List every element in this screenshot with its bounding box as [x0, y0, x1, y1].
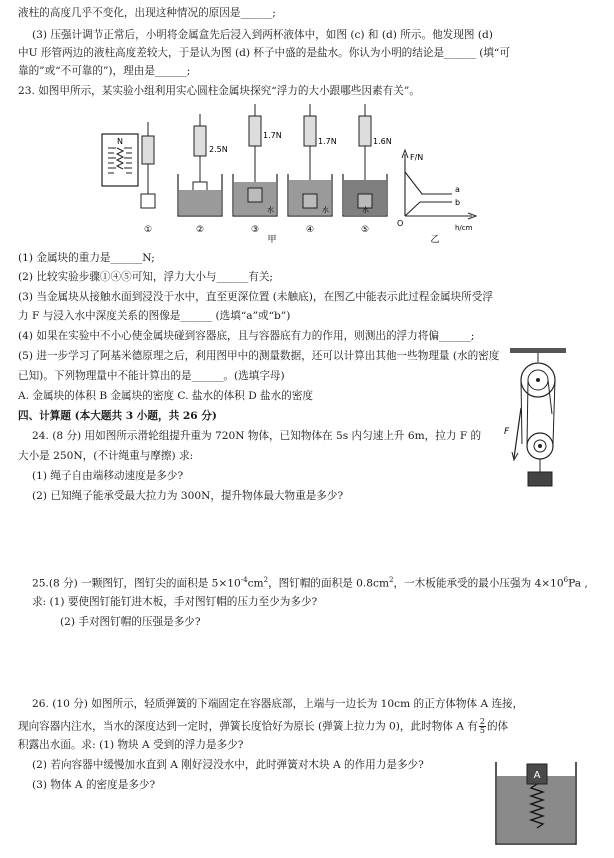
q24-sub-2: (2) 已知绳子能承受最大拉力为 300N，提升物体最大物重是多少?: [32, 490, 344, 502]
q26-frac-den: 5: [479, 726, 485, 735]
q25-text-mid3: ，一木板能承受的最小压强为 4×10: [393, 577, 564, 590]
step-3-liquid: 水: [267, 206, 274, 214]
q23-sub-2: (2) 比较实验步骤①④⑤可知，浮力大小与______有关;: [18, 271, 274, 283]
step-4-label: ④: [305, 225, 315, 235]
q25-text-pre: 25.(8 分) 一颗图钉，图钉尖的面积是 5×10: [32, 577, 241, 590]
q24-line-2: 大小是 250N，(不计绳重与摩擦) 求:: [18, 450, 194, 462]
section-4-title: 四、计算题 (本大题共 3 小题，共 26 分): [18, 410, 217, 422]
q23-sub-4: (4) 如果在实验中不小心使金属块碰到容器底，且与容器底有力的作用，则测出的浮力将偏______;: [18, 330, 475, 342]
step-3-setup: [233, 104, 282, 235]
spring-scale-unit: N: [117, 137, 123, 146]
q26-fraction: [479, 718, 486, 735]
q25-sub-1: 求: (1) 要使图钉能钉进木板，手对图钉帽的压力至少为多少?: [32, 596, 318, 608]
q26-line-2: [18, 718, 508, 735]
q23-options: A. 金属块的体积 B 金属块的密度 C. 盐水的体积 D 盐水的密度: [18, 390, 314, 402]
q23-sub-1: (1) 金属块的重力是______N;: [18, 252, 155, 264]
q24-sub-1: (1) 绳子自由端移动速度是多少?: [32, 470, 184, 482]
q26-sub-2: (2) 若向容器中缓慢加水直到 A 刚好浸没水中，此时弹簧对木块 A 的作用力是多少?: [32, 759, 424, 771]
graph-y-axis-label: F/N: [410, 153, 424, 162]
step-1-label: ①: [143, 225, 153, 235]
q26-line-1: 26. (10 分) 如图所示，轻质弹簧的下端固定在容器底部，上端与一边长为 10cm 的正方体物体 A 连接，: [32, 698, 524, 710]
q25-text-mid2: ，图钉帽的面积是 0.8cm: [268, 577, 390, 590]
curve-b-label: b: [455, 198, 461, 207]
step-3-label: ③: [250, 225, 260, 235]
step-4-reading: 1.7N: [318, 137, 337, 146]
q25-exp-1: -4: [240, 576, 248, 584]
graph-x-axis-label: h/cm: [455, 224, 473, 232]
q26-frac-num: 2: [479, 717, 485, 726]
graph-origin-label: O: [397, 219, 404, 228]
step-5-setup: [343, 104, 392, 235]
step-3-reading: 1.7N: [263, 131, 282, 140]
curve-b: [405, 202, 452, 216]
force-f-label: F: [504, 427, 510, 437]
q25-text-mid1: cm: [247, 577, 264, 590]
q26-line-2-text: 现向容器内注水，当水的深度达到一定时，弹簧长度恰好为原长 (弹簧上拉力为 0)，此时物体 A 有: [18, 720, 478, 733]
step-1-setup: [141, 122, 155, 235]
step-2-reading: 2.5N: [209, 145, 228, 154]
q25-exp-4: 6: [563, 576, 569, 584]
q26-sub-3: (3) 物体 A 的密度是多少?: [32, 779, 156, 791]
q24-line-1: 24. (8 分) 用如图所示滑轮组提升重为 720N 物体，已知物体在 5s 内匀速上升 6m，拉力 F 的: [32, 430, 482, 442]
q25-exp-2: 2: [263, 576, 269, 584]
q25-line-1: [32, 573, 588, 591]
q23-sub-3b: 力 F 与浸入水中深度关系的图像是______ (选填“a”或“b”): [18, 310, 291, 322]
q22-line-1: 液柱的高度几乎不变化，出现这种情况的原因是______;: [18, 7, 276, 19]
q25-exp-3: 2: [389, 576, 394, 584]
q26-line-2-tail: 的体: [486, 720, 509, 733]
step-2-setup: [178, 114, 228, 235]
load-block: [528, 472, 552, 486]
q22-line-2: (3) 压强计调节正常后，小明将金属盒先后浸入到两杯液体中，如图 (c) 和 (d) 所示。他发现图 (d): [32, 29, 493, 41]
step-5-reading: 1.6N: [373, 137, 392, 146]
q23-figure: [100, 104, 480, 244]
figure-yi-caption: 乙: [430, 235, 440, 244]
q26-line-3: 积露出水面。求: (1) 物块 A 受到的浮力是多少?: [18, 739, 244, 751]
q23-sub-5a: (5) 进一步学习了阿基米德原理之后，利用图甲中的测量数据，还可以计算出其他一些物理量 (水的密度: [18, 350, 500, 362]
pulley-figure: [502, 348, 582, 498]
figure-jia-caption: 甲: [267, 235, 277, 244]
q23-sub-3a: (3) 当金属块从接触水面到浸没于水中，直至更深位置 (未触底)，在图乙中能表示此过程金属块所受浮: [18, 291, 493, 303]
spring-scale-icon: [102, 134, 138, 186]
step-4-setup: [288, 104, 337, 235]
q23-sub-5b: 已知)。下列物理量中不能计算出的是______。(选填字母): [18, 370, 285, 382]
spring-container-figure: [494, 760, 578, 846]
q22-line-4: 靠的”或“不可靠的”)，理由是______;: [18, 65, 191, 77]
curve-a: [405, 172, 452, 194]
step-5-label: ⑤: [360, 225, 370, 235]
q22-line-3: 中U 形管两边的液柱高度差较大，于是认为图 (d) 杯子中盛的是盐水。你认为小明的结论是______ (填“可: [18, 47, 510, 59]
step-4-liquid: 水: [322, 206, 329, 214]
step-5-liquid: 水: [362, 206, 369, 214]
q23-intro: 23. 如图甲所示，某实验小组利用实心圆柱金属块探究“浮力的大小跟哪些因素有关”。: [18, 85, 420, 97]
q25-text-post: Pa ,: [568, 577, 588, 590]
step-2-label: ②: [195, 225, 205, 235]
block-a-label: A: [533, 770, 541, 781]
curve-a-label: a: [455, 185, 460, 194]
graph-yi: [397, 150, 476, 244]
q25-sub-2: (2) 手对图钉帽的压强是多少?: [60, 616, 201, 628]
